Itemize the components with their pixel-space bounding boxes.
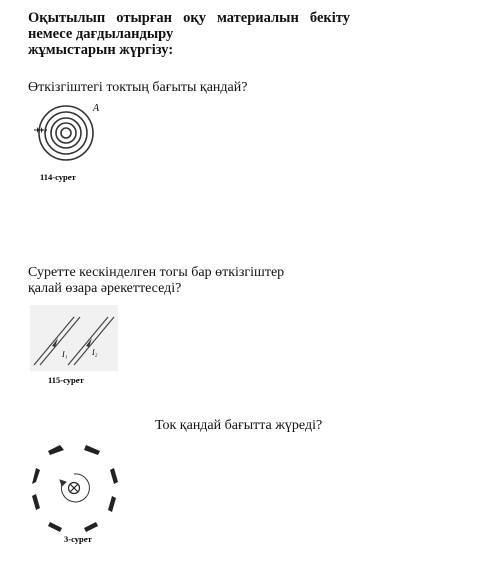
section-heading bbox=[28, 10, 350, 58]
parallel-conductors-diagram bbox=[28, 303, 123, 395]
heading-word: Оқытылып bbox=[28, 10, 106, 26]
magnetic-needles-diagram bbox=[28, 440, 128, 545]
question-2-line-2: қалай өзара әрекеттеседі? bbox=[28, 281, 182, 296]
heading-word: бекіту bbox=[309, 10, 350, 26]
figure-115 bbox=[28, 303, 123, 395]
heading-word: оқу bbox=[183, 10, 206, 26]
current-i1-label: I₁ bbox=[62, 350, 68, 359]
question-2-line-1: Суретте кескінделген тогы бар өткізгіштер bbox=[28, 265, 285, 280]
heading-word: материалын bbox=[217, 10, 299, 26]
heading-line-3: жұмыстарын жүргізу: bbox=[28, 42, 174, 58]
question-3: Ток қандай бағытта жүреді? bbox=[155, 418, 323, 433]
heading-line-2: немесе дағдыландыру bbox=[28, 26, 174, 42]
figure-114 bbox=[28, 100, 108, 185]
heading-line-1 bbox=[28, 10, 350, 26]
point-a-label: A bbox=[93, 103, 100, 114]
figure-115-caption: 115-сурет bbox=[48, 375, 84, 385]
heading-word: отырған bbox=[116, 10, 173, 26]
figure-3-caption: 3-сурет bbox=[64, 534, 92, 544]
current-i2-label: I₂ bbox=[92, 348, 98, 357]
concentric-circles-diagram bbox=[28, 100, 108, 185]
figure-3 bbox=[28, 440, 128, 545]
figure-114-caption: 114-сурет bbox=[40, 172, 76, 182]
question-1: Өткізгіштегі токтың бағыты қандай? bbox=[28, 80, 248, 95]
